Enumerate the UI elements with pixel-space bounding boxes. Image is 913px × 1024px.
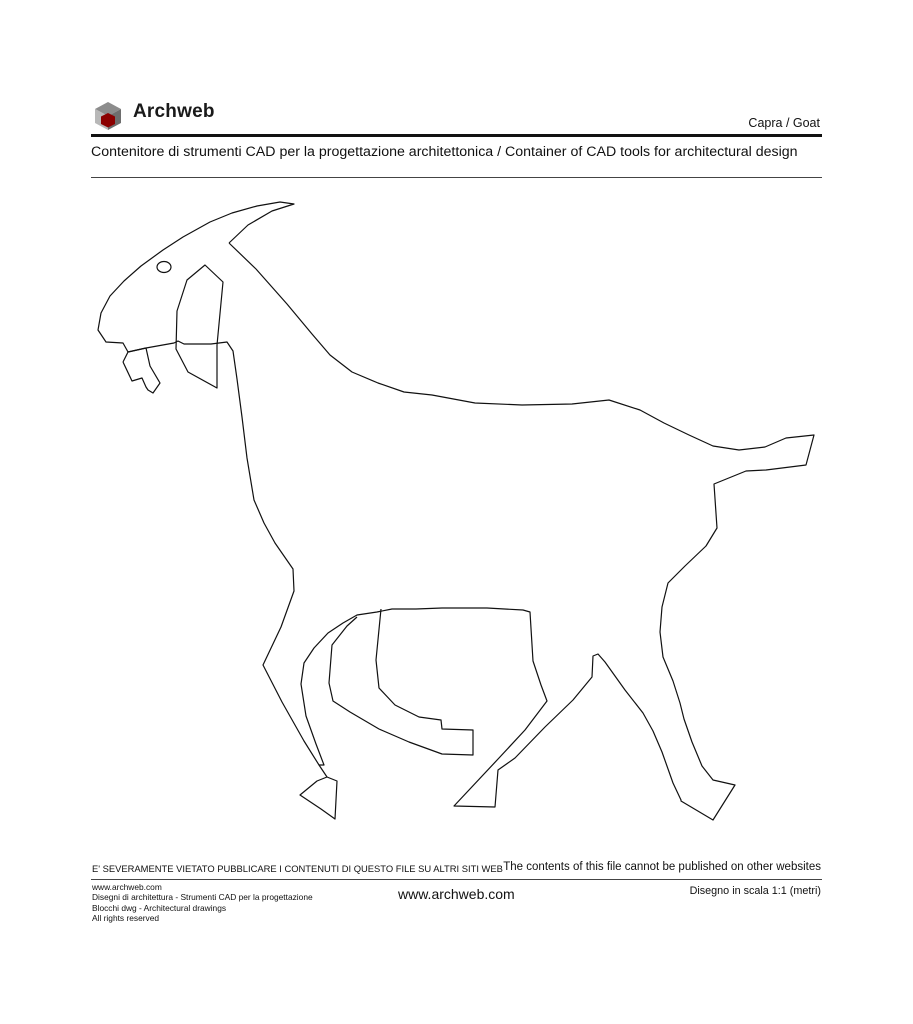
footer-line: www.archweb.com bbox=[92, 882, 162, 892]
drawing-title: Capra / Goat bbox=[748, 116, 820, 130]
footer-divider bbox=[91, 879, 822, 880]
goat-eye bbox=[157, 262, 171, 273]
footer-credits bbox=[92, 882, 313, 923]
site-url-link[interactable]: www.archweb.com bbox=[398, 886, 515, 902]
footer-line: Disegni di architettura - Strumenti CAD per la progettazione bbox=[92, 892, 313, 903]
goat-far-leg bbox=[329, 609, 473, 755]
footer-line: Blocchi dwg - Architectural drawings bbox=[92, 902, 227, 913]
copyright-notice-italian: E' SEVERAMENTE VIETATO PUBBLICARE I CONTENUTI DI QUESTO FILE SU ALTRI SITI WEB bbox=[92, 863, 503, 874]
goat-body-outline bbox=[98, 202, 814, 820]
scale-note: Disegno in scala 1:1 (metri) bbox=[689, 885, 821, 897]
brand-name: Archweb bbox=[133, 101, 215, 122]
goat-beard bbox=[123, 348, 160, 393]
goat-ear bbox=[176, 265, 223, 388]
copyright-notice-english: The contents of this file cannot be published on other websites bbox=[503, 861, 821, 873]
site-subtitle: Contenitore di strumenti CAD per la progettazione architettonica / Container of CAD tools for architectural design bbox=[91, 144, 798, 160]
footer-line: All rights reserved bbox=[92, 912, 160, 923]
